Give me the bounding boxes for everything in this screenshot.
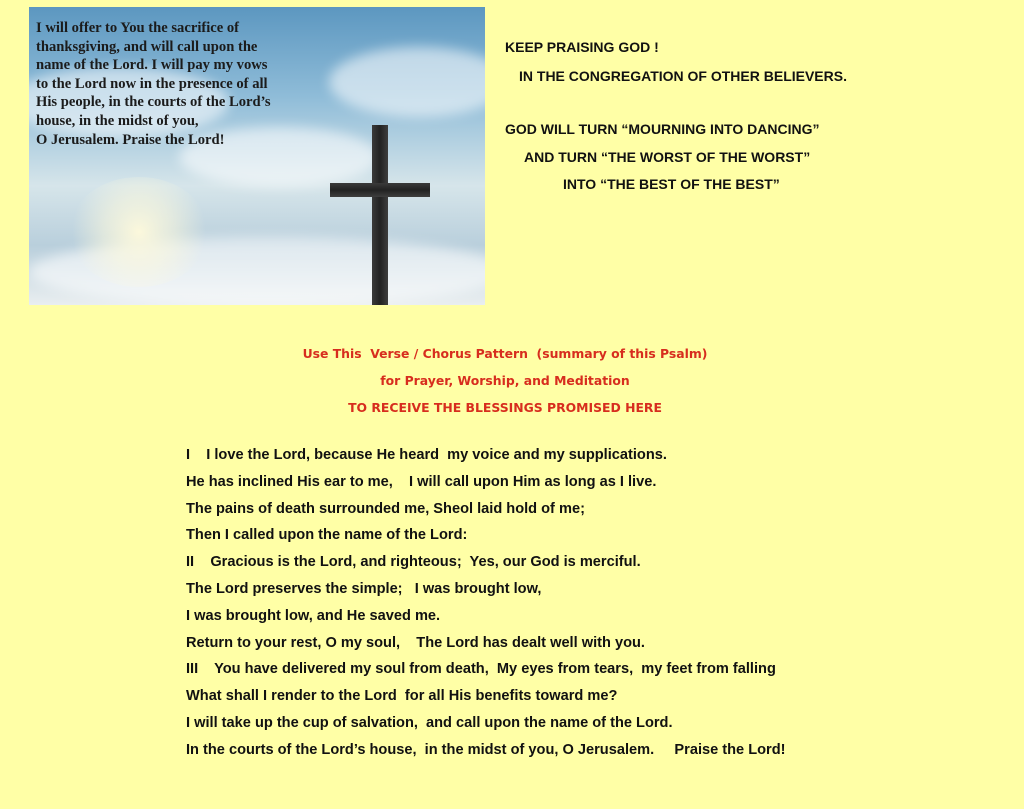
side-line: IN THE CONGREGATION OF OTHER BELIEVERS.	[519, 68, 847, 84]
verse-line: His people, in the courts of the Lord’s	[36, 94, 271, 111]
verse-line: name of the Lord. I will pay my vows	[36, 57, 268, 74]
verse-line: O Jerusalem. Praise the Lord!	[36, 131, 225, 148]
verse-line: house, in the midst of you,	[36, 112, 199, 129]
side-line: AND TURN “THE WORST OF THE WORST”	[524, 149, 811, 165]
psalm-line: I was brought low, and He saved me.	[186, 607, 441, 624]
psalm-line: II Gracious is the Lord, and righteous; Yes, our God is merciful.	[186, 554, 641, 571]
pattern-line: Use This Verse / Chorus Pattern (summary of this Psalm)	[302, 346, 708, 361]
cross-beam	[330, 183, 430, 197]
pattern-line: TO RECEIVE THE BLESSINGS PROMISED HERE	[348, 400, 662, 415]
psalm-line: I I love the Lord, because He heard my voice and my supplications.	[186, 447, 667, 463]
verse-line: thanksgiving, and will call upon the	[36, 38, 258, 55]
verse-line: to the Lord now in the presence of all	[36, 75, 268, 92]
psalm-summary	[186, 442, 786, 764]
cloud	[329, 47, 485, 117]
sun-glow	[69, 177, 209, 287]
verse-line: I will offer to You the sacrifice of	[36, 20, 240, 36]
psalm-line: I will take up the cup of salvation, and call upon the name of the Lord.	[186, 714, 673, 731]
psalm-line: Then I called upon the name of the Lord:	[186, 527, 468, 544]
side-line: GOD WILL TURN “MOURNING INTO DANCING”	[505, 121, 820, 137]
psalm-line: III You have delivered my soul from death, My eyes from tears, my feet from falling	[186, 661, 776, 678]
pattern-line: for Prayer, Worship, and Meditation	[380, 373, 630, 388]
side-line: INTO “THE BEST OF THE BEST”	[563, 176, 780, 192]
pattern-heading	[0, 340, 1010, 421]
image-verse-text	[36, 19, 336, 149]
psalm-line: The Lord preserves the simple; I was brought low,	[186, 580, 542, 597]
psalm-line: In the courts of the Lord’s house, in the midst of you, O Jerusalem. Praise the Lord!	[186, 741, 786, 758]
psalm-line: He has inclined His ear to me, I will call upon Him as long as I live.	[186, 473, 657, 490]
psalm-line: What shall I render to the Lord for all His benefits toward me?	[186, 688, 618, 705]
psalm-line: Return to your rest, O my soul, The Lord has dealt well with you.	[186, 634, 645, 651]
sky-cross-image	[29, 7, 485, 305]
psalm-line: The pains of death surrounded me, Sheol laid hold of me;	[186, 500, 585, 517]
cross-icon	[372, 125, 388, 305]
side-line: KEEP PRAISING GOD !	[505, 39, 659, 55]
